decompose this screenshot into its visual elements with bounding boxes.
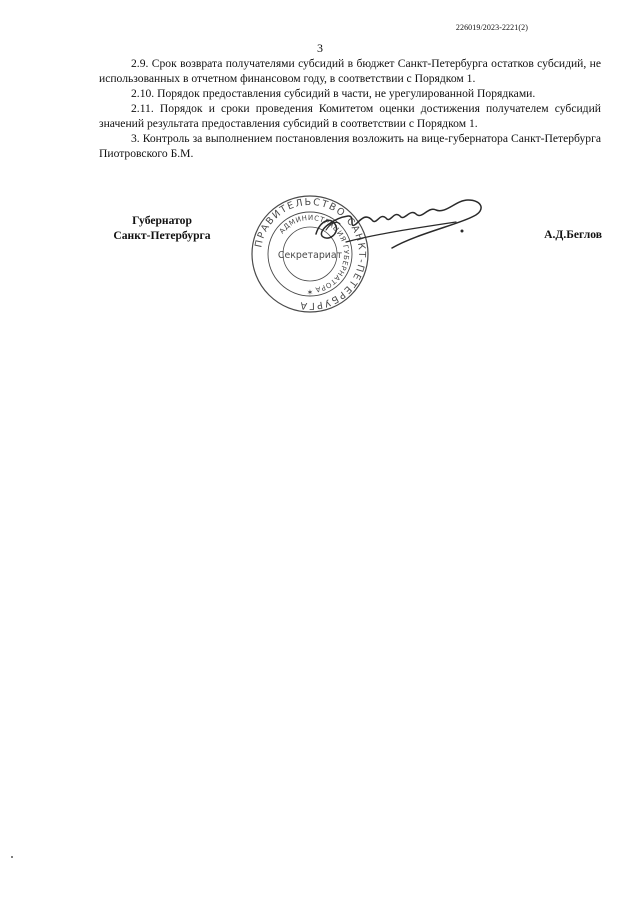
- signatory-title-line2: Санкт-Петербурга: [113, 229, 211, 242]
- seal-star-icon: ✶: [306, 288, 314, 297]
- signatory-title-line1: Губернатор: [132, 214, 192, 227]
- document-registration-number: 226019/2023-2221(2): [455, 23, 528, 32]
- paragraph-2-9: 2.9. Срок возврата получателями субсидий в бюджет Санкт-Петербурга остатков субсидий, не использованных в отчетном финансовом году, в соответствии с Порядком 1.: [99, 57, 601, 85]
- paragraph-3: 3. Контроль за выполнением постановления возложить на вице-губернатора Санкт-Петербурга Пиотровского Б.М.: [99, 132, 601, 160]
- handwritten-signature: [296, 190, 496, 262]
- page-number: 3: [317, 41, 323, 55]
- signatory-name: А.Д.Беглов: [544, 228, 602, 241]
- seal-center-text: Секретариат: [277, 250, 343, 261]
- seal-inner-text: АДМИНИСТРАЦИЯ ГУБЕРНАТОРА: [277, 213, 351, 294]
- paragraph-2-10: 2.10. Порядок предоставления субсидий в части, не урегулированной Порядками.: [131, 87, 536, 100]
- scan-artifact-dot: [11, 856, 13, 858]
- paragraph-2-11: 2.11. Порядок и сроки проведения Комитетом оценки достижения получателем субсидий значений результата предоставления субсидий в соответствии с Порядком 1.: [99, 102, 601, 130]
- signatory-title: [99, 213, 225, 243]
- seal-outer-text: ПРАВИТЕЛЬСТВО САНКТ-ПЕТЕРБУРГА: [253, 196, 368, 312]
- document-body: [99, 56, 601, 161]
